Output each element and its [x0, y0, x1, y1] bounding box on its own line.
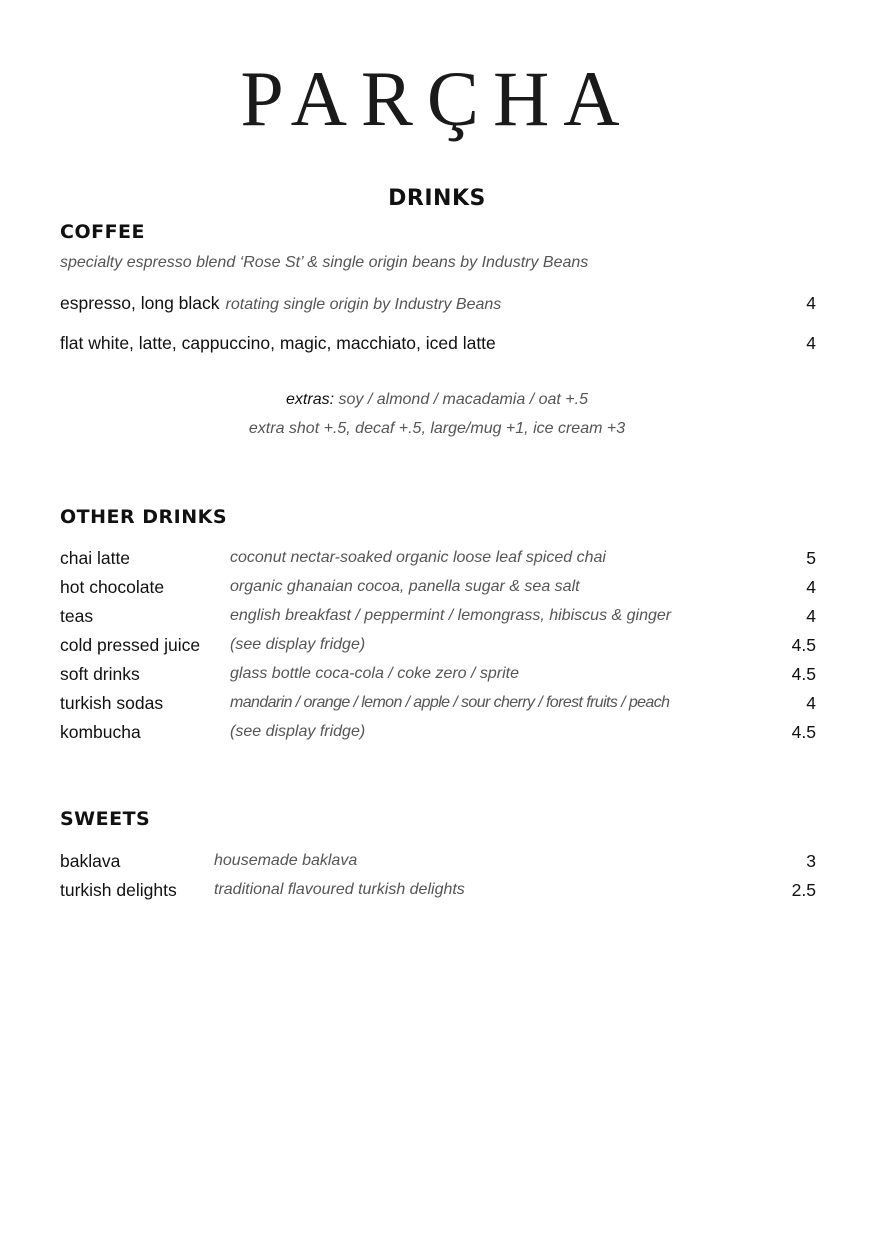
- menu-item-price: 4: [806, 333, 816, 353]
- menu-item: [60, 877, 816, 903]
- menu-item-desc: housemade baklava: [214, 852, 358, 869]
- menu-item: [60, 290, 816, 316]
- menu-item-desc: mandarin / orange / lemon / apple / sour cherry / forest fruits / peach: [230, 694, 670, 711]
- menu-item: [60, 661, 816, 687]
- menu-item-desc: (see display fridge): [230, 723, 366, 740]
- menu-item-name: soft drinks: [60, 664, 140, 684]
- extras-milk-options: soy / almond / macadamia / oat +.5: [338, 391, 588, 408]
- section-title-coffee: COFFEE: [60, 221, 146, 243]
- menu-item-price: 5: [806, 548, 816, 568]
- menu-item-desc: rotating single origin by Industry Beans: [225, 296, 502, 313]
- menu-item-price: 3: [806, 851, 816, 871]
- menu-item-name: hot chocolate: [60, 577, 165, 597]
- menu-item-name: teas: [60, 606, 94, 626]
- menu-item-name-text: espresso, long black: [60, 293, 220, 313]
- menu-item-desc: english breakfast / peppermint / lemongrass, hibiscus & ginger: [230, 607, 672, 624]
- menu-item-price: 4.5: [791, 722, 816, 742]
- coffee-subtitle: specialty espresso blend ‘Rose St’ & single origin beans by Industry Beans: [60, 254, 589, 271]
- coffee-extras-line-2: extra shot +.5, decaf +.5, large/mug +1, ice cream +3: [248, 420, 626, 437]
- section-title-other-drinks: OTHER DRINKS: [60, 506, 228, 528]
- menu-item-name: baklava: [60, 851, 121, 871]
- section-title-sweets: SWEETS: [60, 808, 151, 830]
- menu-item-price: 4: [806, 293, 816, 313]
- menu-item-name: chai latte: [60, 548, 131, 568]
- menu-item-desc: coconut nectar-soaked organic loose leaf spiced chai: [230, 549, 606, 566]
- menu-item-price: 4.5: [791, 635, 816, 655]
- menu-item-name: turkish sodas: [60, 693, 164, 713]
- menu-item-name: flat white, latte, cappuccino, magic, macchiato, iced latte: [60, 333, 496, 353]
- menu-item: [60, 690, 816, 716]
- menu-item-price: 4: [806, 577, 816, 597]
- extras-label: extras:: [286, 391, 335, 408]
- menu-item: [60, 545, 816, 571]
- menu-item-name: kombucha: [60, 722, 141, 742]
- menu-item-desc: organic ghanaian cocoa, panella sugar & sea salt: [230, 578, 580, 595]
- menu-item-name: cold pressed juice: [60, 635, 201, 655]
- coffee-extras-line-1: [0, 391, 874, 409]
- menu-item-price: 4: [806, 606, 816, 626]
- menu-item: [60, 848, 816, 874]
- menu-item: [60, 719, 816, 745]
- menu-item-price: 4.5: [791, 664, 816, 684]
- menu-item: [60, 330, 816, 356]
- menu-item-price: 2.5: [791, 880, 816, 900]
- menu-item-desc: glass bottle coca-cola / coke zero / sprite: [230, 665, 520, 682]
- menu-item-desc: traditional flavoured turkish delights: [214, 881, 465, 898]
- menu-item: [60, 632, 816, 658]
- menu-item-desc: (see display fridge): [230, 636, 366, 653]
- brand-logo: PARÇHA: [240, 55, 634, 142]
- menu-item-name: turkish delights: [60, 880, 177, 900]
- menu-item: [60, 574, 816, 600]
- menu-item-name: [60, 290, 501, 318]
- menu-item: [60, 603, 816, 629]
- menu-item-price: 4: [806, 693, 816, 713]
- page-title: DRINKS: [388, 186, 486, 211]
